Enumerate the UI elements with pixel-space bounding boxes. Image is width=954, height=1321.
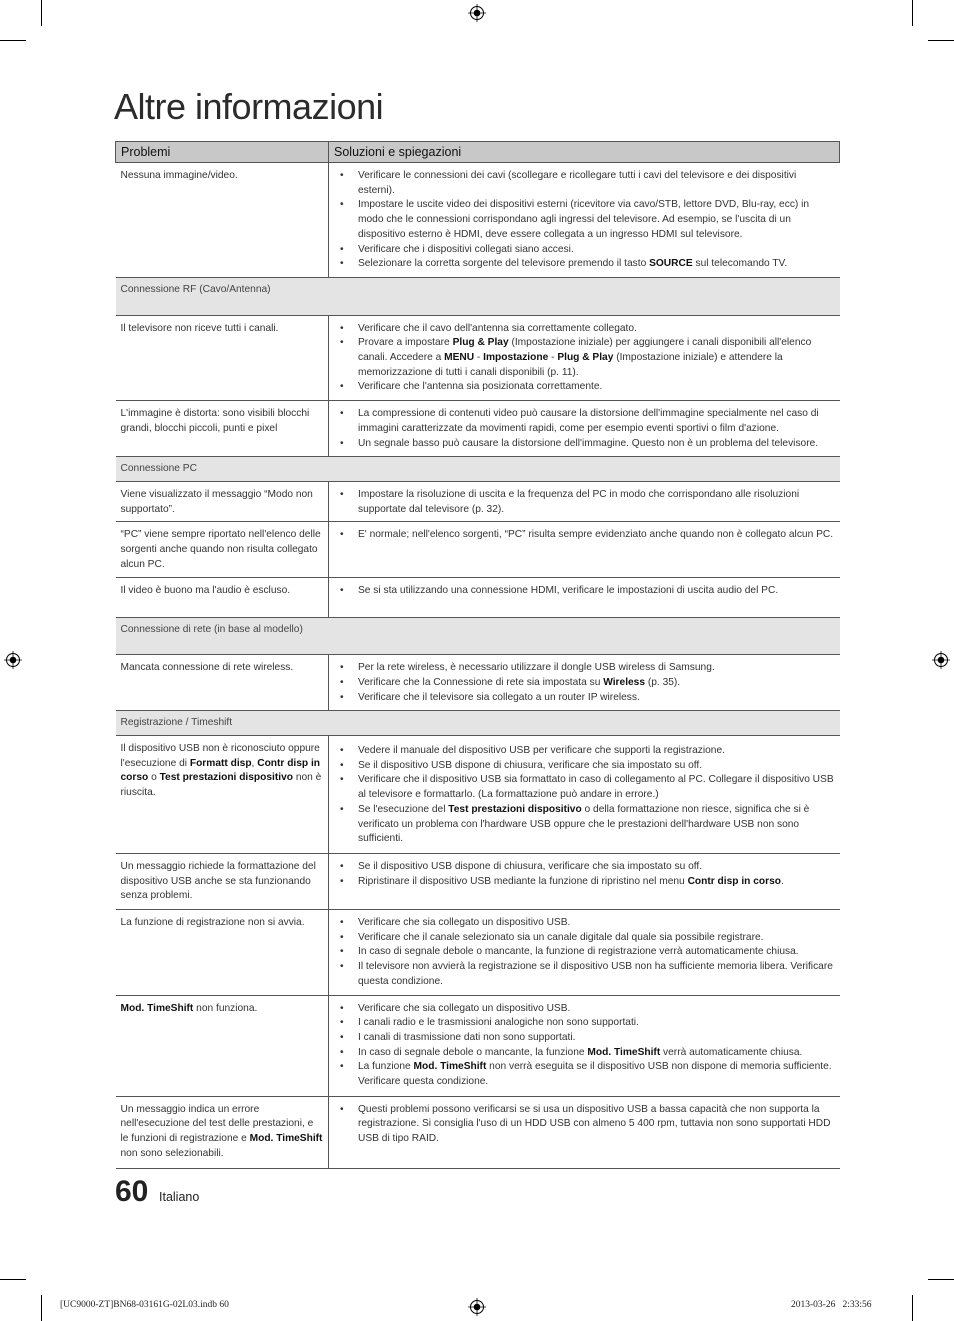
solution-item: • Verificare che il televisore sia collegato a un router IP wireless. <box>334 691 835 706</box>
solution-item: • Verificare che il cavo dell'antenna sia correttamente collegato. <box>334 322 835 337</box>
solution-cell <box>329 995 840 1096</box>
solution-item: • Questi problemi possono verificarsi se si usa un dispositivo USB a bassa capacità che non supporta la registrazione. Si consiglia l'uso di un HDD USB con almeno 5 400 rpm, tuttavia non sono supportati HDD USB di tipo RAID. <box>334 1103 835 1147</box>
problem-cell: Il dispositivo USB non è riconosciuto oppure l'esecuzione di Formatt disp, Contr disp in corso o Test prestazioni dispositivo non è riuscita. <box>116 735 329 853</box>
solution-item: • Per la rete wireless, è necessario utilizzare il dongle USB wireless di Samsung. <box>334 661 835 676</box>
problem-cell: Mancata connessione di rete wireless. <box>116 655 329 711</box>
solution-item: • Impostare le uscite video dei dispositivi esterni (ricevitore via cavo/STB, lettore DVD, Blu-ray, ecc) in modo che le connessioni corrispondano agli ingressi del televisore. Ad esempio, se l'uscita di un dispositivo esterno è HDMI, deve essere collegata a un ingresso HDMI sul televisore. <box>334 198 835 242</box>
solution-list <box>334 860 835 889</box>
table-row <box>116 910 840 996</box>
crop-mark-bottom-right-v <box>912 1295 913 1321</box>
registration-mark-right-icon <box>932 651 950 669</box>
crop-mark-top-left-v <box>41 0 42 26</box>
solution-item: • Verificare che il dispositivo USB sia formattato in caso di collegamento al PC. Collegare il dispositivo USB al televisore e formattarlo. (La formattazione può andare in errore.) <box>334 773 835 802</box>
solution-cell <box>329 655 840 711</box>
solution-item: • Se il dispositivo USB dispone di chiusura, verificare che sia impostato su off. <box>334 860 835 875</box>
footer-file-info: [UC9000-ZT]BN68-03161G-02L03.indb 60 <box>60 1300 229 1310</box>
crop-mark-top-right-v <box>912 0 913 26</box>
solution-cell <box>329 481 840 521</box>
solution-item: • Provare a impostare Plug & Play (Impostazione iniziale) per aggiungere i canali disponibili all'elenco canali. Accedere a MENU - Impostazione - Plug & Play (Impostazione iniziale) e attendere la memorizzazione di tutti i canali disponibili (p. 11). <box>334 336 835 380</box>
solution-list <box>334 661 835 705</box>
solution-item: • I canali radio e le trasmissioni analogiche non sono supportati. <box>334 1016 835 1031</box>
solution-item: • Verificare le connessioni dei cavi (scollegare e ricollegare tutti i cavi del televisore e dei dispositivi esterni). <box>334 169 835 198</box>
table-row <box>116 655 840 711</box>
solution-cell <box>329 1096 840 1168</box>
problem-cell: Il video è buono ma l'audio è escluso. <box>116 578 329 618</box>
solution-item: • Impostare la risoluzione di uscita e la frequenza del PC in modo che corrispondano alle risoluzioni supportate dal televisore (p. 32). <box>334 488 835 517</box>
solution-item: • Verificare che l'antenna sia posizionata correttamente. <box>334 380 835 395</box>
problem-cell: La funzione di registrazione non si avvia. <box>116 910 329 996</box>
troubleshooting-table <box>115 141 840 1169</box>
solution-list <box>334 1103 835 1147</box>
table-row <box>116 315 840 401</box>
solution-item: • Verificare che i dispositivi collegati siano accesi. <box>334 243 835 258</box>
solution-list <box>334 584 835 599</box>
solution-item: • Verificare che il canale selezionato sia un canale digitale dal quale sia possibile registrare. <box>334 931 835 946</box>
solution-item: • Il televisore non avvierà la registrazione se il dispositivo USB non ha sufficiente memoria libera. Verificare questa condizione. <box>334 960 835 989</box>
solution-item: • Un segnale basso può causare la distorsione dell'immagine. Questo non è un problema del televisore. <box>334 437 835 452</box>
problem-cell: Il televisore non riceve tutti i canali. <box>116 315 329 401</box>
solution-cell <box>329 853 840 909</box>
solution-cell <box>329 163 840 278</box>
table-row <box>116 481 840 521</box>
table-row <box>116 163 840 278</box>
solution-cell <box>329 522 840 578</box>
footer-timestamp: 2013-03-26 2:33:56 <box>791 1300 872 1310</box>
crop-mark-bottom-left-h <box>0 1279 26 1280</box>
section-header-row <box>116 618 840 655</box>
solution-item: • In caso di segnale debole o mancante, la funzione Mod. TimeShift verrà automaticamente chiusa. <box>334 1046 835 1061</box>
solution-cell <box>329 315 840 401</box>
table-row <box>116 401 840 457</box>
section-label: Registrazione / Timeshift <box>116 711 840 736</box>
solution-item: • In caso di segnale debole o mancante, la funzione di registrazione verrà automaticamente chiusa. <box>334 945 835 960</box>
registration-mark-top-icon <box>468 4 486 22</box>
table-row <box>116 735 840 853</box>
solution-cell <box>329 578 840 618</box>
solution-item: • Ripristinare il dispositivo USB mediante la funzione di ripristino nel menu Contr disp in corso. <box>334 875 835 890</box>
table-row <box>116 1096 840 1168</box>
section-header-row <box>116 711 840 736</box>
table-row <box>116 578 840 618</box>
header-solutions: Soluzioni e spiegazioni <box>329 142 840 163</box>
section-header-row <box>116 457 840 482</box>
solution-list <box>334 1002 835 1090</box>
problem-cell: “PC” viene sempre riportato nell'elenco delle sorgenti anche quando non risulta collegato alcun PC. <box>116 522 329 578</box>
problem-cell: Mod. TimeShift non funziona. <box>116 995 329 1096</box>
problem-cell: Un messaggio indica un errore nell'esecuzione del test delle prestazioni, e le funzioni di registrazione e Mod. TimeShift non sono selezionabili. <box>116 1096 329 1168</box>
solution-item: • Verificare che sia collegato un dispositivo USB. <box>334 1002 835 1017</box>
crop-mark-bottom-right-h <box>928 1279 954 1280</box>
solution-item: • Verificare che sia collegato un dispositivo USB. <box>334 916 835 931</box>
solution-item: • La compressione di contenuti video può causare la distorsione dell'immagine specialmente nel caso di immagini caratterizzate da movimenti rapidi, come per esempio eventi sportivi o film d'azione. <box>334 407 835 436</box>
solution-list <box>334 528 835 543</box>
registration-mark-bottom-icon <box>468 1298 486 1316</box>
table-row <box>116 995 840 1096</box>
registration-mark-left-icon <box>4 651 22 669</box>
solution-cell <box>329 401 840 457</box>
crop-mark-top-right-h <box>928 40 954 41</box>
section-label: Connessione RF (Cavo/Antenna) <box>116 277 840 315</box>
table-row <box>116 522 840 578</box>
crop-mark-bottom-left-v <box>41 1295 42 1321</box>
section-label: Connessione PC <box>116 457 840 482</box>
solution-cell <box>329 910 840 996</box>
problem-cell: Un messaggio richiede la formattazione del dispositivo USB anche se sta funzionando senza problemi. <box>116 853 329 909</box>
problem-cell: Viene visualizzato il messaggio “Modo non supportato”. <box>116 481 329 521</box>
solution-list <box>334 488 835 517</box>
solution-item: • E' normale; nell'elenco sorgenti, “PC” risulta sempre evidenziato anche quando non è collegato alcun PC. <box>334 528 835 543</box>
solution-list <box>334 322 835 396</box>
section-header-row <box>116 277 840 315</box>
solution-item: • Se si sta utilizzando una connessione HDMI, verificare le impostazioni di uscita audio del PC. <box>334 584 835 599</box>
solution-item: • Vedere il manuale del dispositivo USB per verificare che supporti la registrazione. <box>334 744 835 759</box>
table-body <box>116 163 840 1169</box>
solution-item: • Verificare che la Connessione di rete sia impostata su Wireless (p. 35). <box>334 676 835 691</box>
solution-cell <box>329 735 840 853</box>
table-row <box>116 853 840 909</box>
table-header-row <box>116 142 840 163</box>
section-label: Connessione di rete (in base al modello) <box>116 618 840 655</box>
solution-list <box>334 916 835 990</box>
solution-item: • Se l'esecuzione del Test prestazioni dispositivo o della formattazione non riesce, significa che si è verificato un problema con l'hardware USB oppure che le prestazioni dell'hardware USB non sono sufficienti. <box>334 803 835 847</box>
crop-mark-top-left-h <box>0 40 26 41</box>
page-title: Altre informazioni <box>114 86 384 127</box>
solution-list <box>334 169 835 272</box>
page-language: Italiano <box>159 1190 200 1204</box>
solution-item: • Selezionare la corretta sorgente del televisore premendo il tasto SOURCE sul telecomando TV. <box>334 257 835 272</box>
solution-item: • I canali di trasmissione dati non sono supportati. <box>334 1031 835 1046</box>
header-problems: Problemi <box>116 142 329 163</box>
problem-cell: L'immagine è distorta: sono visibili blocchi grandi, blocchi piccoli, punti e pixel <box>116 401 329 457</box>
solution-list <box>334 407 835 451</box>
page-number: 60 <box>115 1175 149 1208</box>
problem-cell: Nessuna immagine/video. <box>116 163 329 278</box>
solution-item: • Se il dispositivo USB dispone di chiusura, verificare che sia impostato su off. <box>334 759 835 774</box>
solution-list <box>334 744 835 847</box>
solution-item: • La funzione Mod. TimeShift non verrà eseguita se il dispositivo USB non dispone di memoria sufficiente. Verificare questa condizione. <box>334 1060 835 1089</box>
